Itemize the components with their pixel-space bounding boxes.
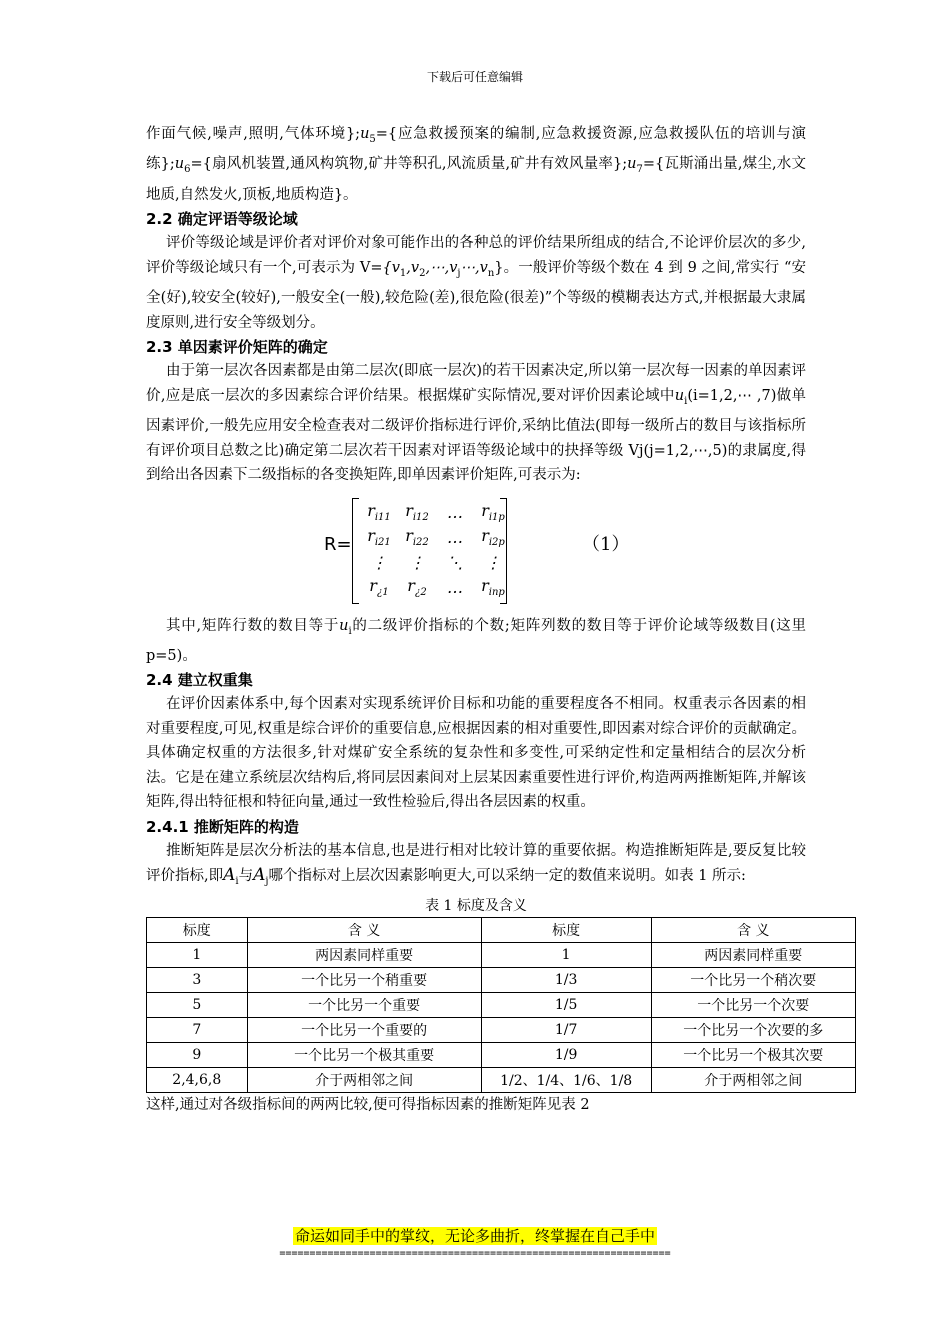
table-cell: 一个比另一个次要的多 [651, 1017, 855, 1042]
table-caption: 表 1 标度及含义 [425, 897, 527, 914]
formula-lhs: R= [324, 533, 352, 555]
matrix-row [360, 525, 512, 550]
section-2-4-paragraph: 在评价因素体系中,每个因素对实现系统评价目标和功能的重要程度各不相同。权重表示各因素的相对重要程度,可见,权重是综合评价的重要信息,应根据因素的相对重要性,即因素对综合评价的贡献确定。具体确定权重的方法很多,针对煤矿安全系统的复杂性和多变性,可采纳定性和定量相结合的层次分析法。它是在建立系统层次结构后,将同层因素间对上层某因素重要性进行评价,构造两两推断矩阵,并解该矩阵,得出特征根和特征向量,通过一致性检验后,得出各层因素的权重。 [146, 696, 806, 811]
after-table-text: 这样,通过对各级指标间的两两比较,便可得指标因素的推断矩阵见表 2 [146, 1096, 590, 1113]
matrix-cell: $r_{i12}$ [405, 500, 429, 524]
matrix-cell: ⋮ [485, 552, 501, 572]
table-cell: 9 [147, 1042, 248, 1067]
matrix-cell: $r_{i21}$ [367, 525, 391, 549]
table-row [147, 1067, 856, 1092]
section-heading-2-3: 2.3 单因素评价矩阵的确定 [146, 338, 328, 357]
table-cell: 一个比另一个极其次要 [651, 1042, 855, 1067]
matrix-explanation: 其中,矩阵行数的数目等于$u_i$的二级评价指标的个数;矩阵列数的数目等于评价论域等级数目(这里 p=5)。 [146, 617, 806, 664]
table-cell: 一个比另一个极其重要 [247, 1042, 481, 1067]
matrix-left-bracket [352, 498, 359, 604]
formula-number: （1） [582, 533, 630, 555]
table-header-cell: 标度 [147, 917, 248, 942]
matrix-row [360, 500, 512, 525]
matrix-cell: $r_{¿1}$ [369, 575, 389, 599]
document-body [146, 122, 824, 1117]
matrix-cell: … [447, 527, 463, 547]
matrix-cell: $r_{i11}$ [367, 500, 391, 524]
table-cell: 7 [147, 1017, 248, 1042]
matrix-cell: $r_{¿2}$ [407, 575, 427, 599]
table-cell: 一个比另一个稍次要 [651, 967, 855, 992]
section-2-3-paragraph: 由于第一层次各因素都是由第二层次(即底一层次)的若干因素决定,所以第一层次每一因素的单因素评价,应是底一层次的多因素综合评价结果。根据煤矿实际情况,要对评价因素论域中$u_i(i=1,2,\cdots$ ,7)做单因素评价,一般先应用安全检查表对二级评价指标进行评价,采纳比值法(即每一级所占的数目与该指标所有评价项目总数之比)确定第二层次若干因素对评语等级论域中的抉择等级 Vj(j=1,2,⋯,5)的隶属度,得到给出各因素下二级指标的各变换矩阵,即单因素评价矩阵,可表示为: [146, 363, 807, 484]
section-heading-2-4-1: 2.4.1 推断矩阵的构造 [146, 817, 299, 836]
page-header: 下载后可任意编辑 [426, 70, 523, 84]
table-row [147, 942, 856, 967]
table-cell: 1/9 [481, 1042, 651, 1067]
section-2-2-paragraph: 评价等级论域是评价者对评价对象可能作出的各种总的评价结果所组成的结合,不论评价层次的多少,评价等级论域只有一个,可表示为 $V=\{v_1,v_2,\cdots,v_j\cdots,v_n\}$。一般评价等级个数在 4 到 9 之间,常实行 “安全(好),较安全(较好),一般安全(一般),较危险(差),很危险(很差)”个等级的模糊表达方式,并根据最大隶属度原则,进行安全等级划分。 [146, 235, 806, 331]
table-header-cell: 标度 [481, 917, 651, 942]
table-cell: 1 [147, 942, 248, 967]
table-cell: 一个比另一个重要的 [247, 1017, 481, 1042]
footer-rule: ================================================================= [279, 1248, 671, 1259]
matrix-cell: ⋮ [371, 552, 387, 572]
matrix-cell: … [447, 577, 463, 597]
matrix-formula [146, 494, 806, 612]
table-cell: 1/3 [481, 967, 651, 992]
section-heading-2-4: 2.4 建立权重集 [146, 671, 253, 690]
matrix-right-bracket [500, 498, 507, 604]
matrix-cell: $r_{inp}$ [481, 575, 505, 599]
table-cell: 3 [147, 967, 248, 992]
footer-quote: 命运如同手中的掌纹，无论多曲折，终掌握在自己手中 [294, 1227, 655, 1245]
scale-table [146, 917, 856, 1093]
table-cell: 两因素同样重要 [247, 942, 481, 967]
matrix-cell: $r_{i22}$ [405, 525, 429, 549]
table-row [147, 1042, 856, 1067]
matrix-r [360, 500, 512, 600]
matrix-cell: … [447, 502, 463, 522]
table-cell: 1/2、1/4、1/6、1/8 [481, 1067, 651, 1092]
table-header-cell: 含 义 [247, 917, 481, 942]
section-heading-2-2: 2.2 确定评语等级论域 [146, 210, 298, 229]
matrix-cell: $r_{i2p}$ [481, 525, 505, 549]
matrix-row [360, 550, 512, 575]
table-row [147, 1017, 856, 1042]
table-cell: 一个比另一个重要 [247, 992, 481, 1017]
table-cell: 介于两相邻之间 [651, 1067, 855, 1092]
matrix-cell: ⋮ [409, 552, 425, 572]
table-header-cell: 含 义 [651, 917, 855, 942]
matrix-row [360, 575, 512, 600]
table-cell: 介于两相邻之间 [247, 1067, 481, 1092]
table-cell: 一个比另一个稍重要 [247, 967, 481, 992]
table-cell: 两因素同样重要 [651, 942, 855, 967]
matrix-cell: $r_{i1p}$ [481, 500, 505, 524]
section-2-4-1-paragraph: 推断矩阵是层次分析法的基本信息,也是进行相对比较计算的重要依据。构造推断矩阵是,要反复比较评价指标,即$A_i$与$A_j$哪个指标对上层次因素影响更大,可以采纳一定的数值来说明。如表 1 所示: [146, 842, 806, 888]
table-cell: 1/5 [481, 992, 651, 1017]
table-row [147, 967, 856, 992]
table-row [147, 992, 856, 1017]
table-cell: 5 [147, 992, 248, 1017]
table-cell: 一个比另一个次要 [651, 992, 855, 1017]
table-cell: 1/7 [481, 1017, 651, 1042]
table-cell: 1 [481, 942, 651, 967]
table-header-row [147, 917, 856, 942]
matrix-cell: ⋱ [447, 552, 463, 572]
table-cell: 2,4,6,8 [147, 1067, 248, 1092]
intro-paragraph: 作面气候,噪声,照明,气体环境}$;u_5=${应急救援预案的编制,应急救援资源,应急救援队伍的培训与演练}$;u_6=${扇风机装置,通风构筑物,矿井等积孔,风流质量,矿井有效风量率}$;u_7=${瓦斯涌出量,煤尘,水文地质,自然发火,顶板,地质构造}。 [146, 126, 806, 203]
